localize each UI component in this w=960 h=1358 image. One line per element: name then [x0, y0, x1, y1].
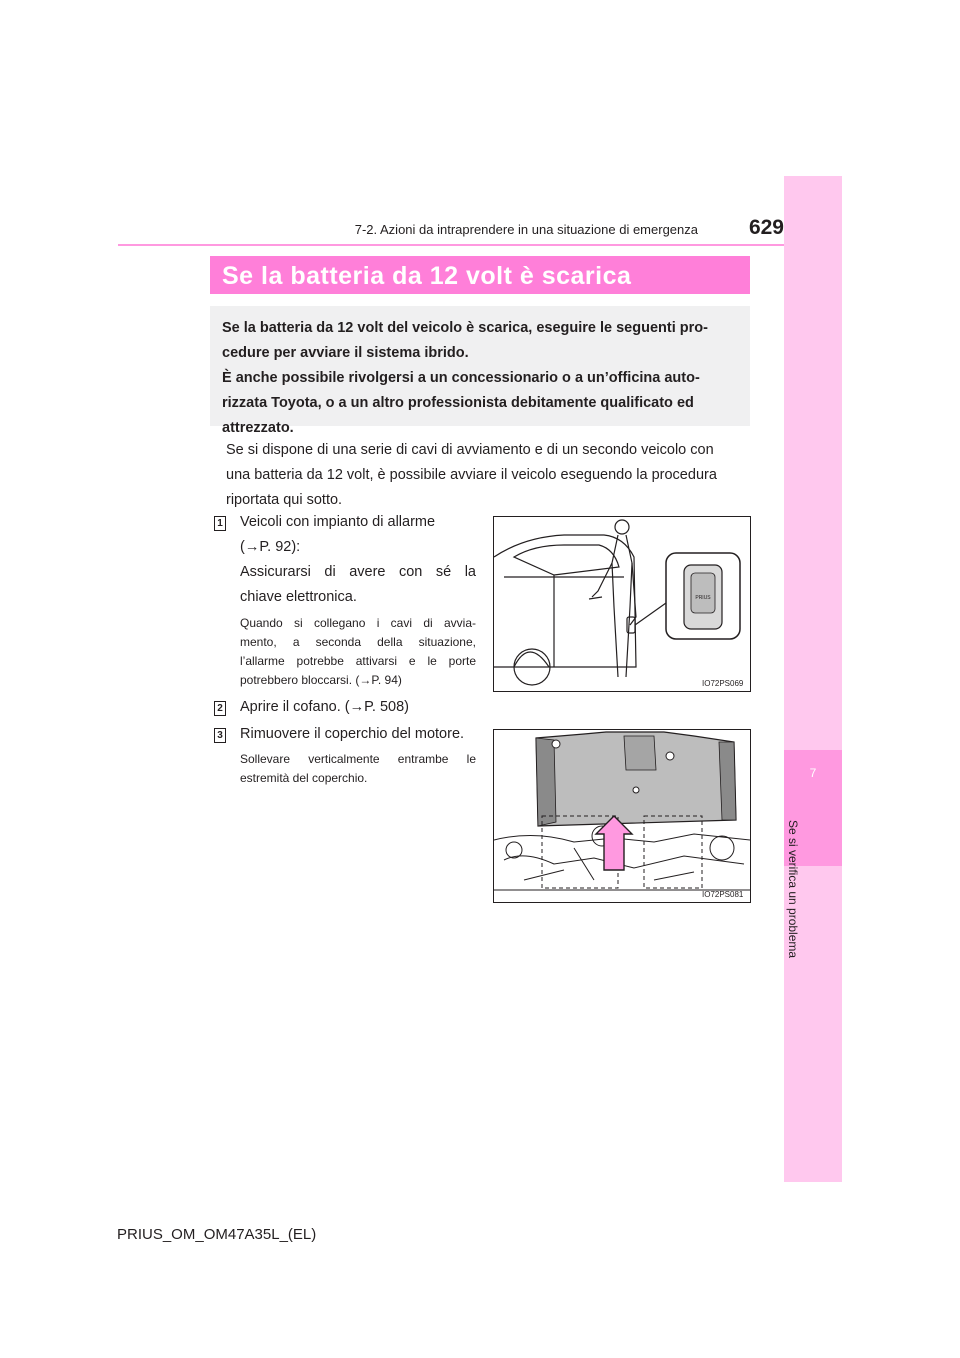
step-3-note: Sollevare verticalmente entrambe le [240, 752, 476, 766]
section-title: Se la batteria da 12 volt è scarica [222, 262, 632, 290]
intro-line: rizzata Toyota, o a un altro professionista debitamente qualificato ed [222, 395, 694, 411]
step-number-2: 2 [214, 701, 226, 716]
figure-engine-cover [493, 729, 751, 903]
intro-line: cedure per avviare il sistema ibrido. [222, 345, 469, 361]
step-3-note: estremità del coperchio. [240, 771, 368, 785]
header-section-title: 7-2. Azioni da intraprendere in una situazione di emergenza [354, 222, 698, 237]
step-1-line: Assicurarsi di avere con sé la [240, 564, 476, 580]
figure-key-check [493, 516, 751, 692]
chapter-label: Se si verifica un problema [786, 820, 800, 959]
body-line: riportata qui sotto. [226, 492, 343, 508]
step-1-note: Quando si collegano i cavi di avvia- [240, 616, 476, 630]
step-1-note: l’allarme potrebbe attivarsi e le porte [240, 654, 476, 668]
footer-code: PRIUS_OM_OM47A35L_(EL) [117, 1226, 317, 1243]
car-door-person-illustration [494, 517, 750, 691]
figure-code: IO72PS069 [702, 679, 744, 688]
intro-line: attrezzato. [222, 420, 294, 436]
chapter-number: 7 [809, 766, 817, 780]
step-2-line: Aprire il cofano. (→P. 508) [240, 699, 409, 715]
engine-cover-illustration [494, 730, 750, 902]
header-rule [118, 244, 784, 246]
step-1-note: mento, a seconda della situazione, [240, 635, 476, 649]
body-line: Se si dispone di una serie di cavi di avviamento e di un secondo veicolo con [226, 442, 714, 458]
step-1-line: Veicoli con impianto di allarme [240, 514, 436, 530]
page-number: 629 [748, 216, 784, 239]
intro-line: È anche possibile rivolgersi a un concessionario o a un’officina auto- [222, 370, 700, 386]
step-number-1: 1 [214, 516, 226, 531]
intro-line: Se la batteria da 12 volt del veicolo è scarica, eseguire le seguenti pro- [222, 320, 708, 336]
step-1-note: potrebbero bloccarsi. (→P. 94) [240, 673, 402, 687]
body-line: una batteria da 12 volt, è possibile avviare il veicolo eseguendo la procedura [226, 467, 717, 483]
step-1-line: chiave elettronica. [240, 589, 357, 605]
chapter-side-tab [784, 176, 842, 1182]
figure-code: IO72PS081 [702, 890, 744, 899]
step-3-line: Rimuovere il coperchio del motore. [240, 726, 465, 742]
step-1-line: (→P. 92): [240, 539, 301, 555]
key-brand-label: PRIUS [695, 595, 711, 601]
step-number-3: 3 [214, 728, 226, 743]
